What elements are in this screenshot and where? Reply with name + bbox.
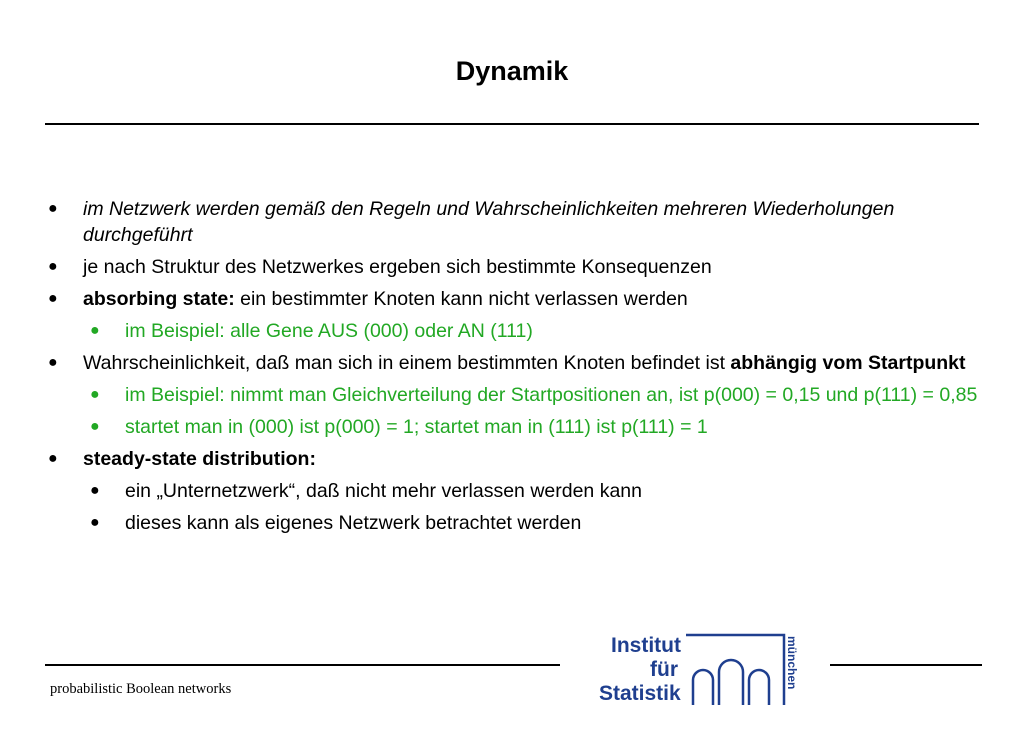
bullet-item	[45, 350, 980, 376]
institute-logo	[596, 630, 806, 710]
bullet-text: startet man in (000) ist p(000) = 1; startet man in (111) ist p(111) = 1	[125, 416, 708, 438]
footer-divider-right	[830, 664, 982, 666]
bullet-text: ein „Unternetzwerk“, daß nicht mehr verlassen werden kann	[125, 480, 642, 502]
title-divider	[45, 123, 979, 125]
bullet-text: dieses kann als eigenes Netzwerk betrachtet werden	[125, 512, 582, 534]
sub-bullet-item	[87, 318, 980, 344]
bullet-item	[45, 196, 980, 248]
bullet-text: im Beispiel: nimmt man Gleichverteilung der Startpositionen an, ist p(000) = 0,15 und p(111) = 0,85	[125, 384, 978, 406]
bullet-item	[45, 446, 980, 472]
bullet-bold-text: absorbing state:	[83, 288, 235, 310]
bullet-text: je nach Struktur des Netzwerkes ergeben sich bestimmte Konsequenzen	[83, 256, 712, 278]
sub-bullet-item	[87, 382, 980, 408]
bullet-dot-icon: ●	[48, 200, 58, 217]
bullet-item	[45, 286, 980, 312]
logo-line-2: für	[650, 658, 678, 681]
bullet-text: Wahrscheinlichkeit, daß man sich in einem bestimmten Knoten befindet ist	[83, 352, 731, 374]
sub-bullet-item	[87, 478, 980, 504]
slide-title: Dynamik	[455, 56, 569, 86]
bullet-dot-icon: ●	[48, 258, 58, 275]
bullet-bold-text: abhängig vom Startpunkt	[730, 352, 966, 374]
bullet-dot-icon: ●	[48, 450, 58, 467]
bullet-dot-icon: ●	[90, 322, 100, 339]
logo-city: münchen	[785, 636, 799, 690]
footer-divider-left	[45, 664, 560, 666]
sub-bullet-item	[87, 510, 980, 536]
logo-line-3: Statistik	[599, 682, 681, 705]
bullet-dot-icon: ●	[48, 290, 58, 307]
bullet-text: im Netzwerk werden gemäß den Regeln und Wahrscheinlichkeiten mehreren Wiederholungen durchgeführt	[83, 198, 895, 246]
bullet-dot-icon: ●	[48, 354, 58, 371]
bullet-dot-icon: ●	[90, 386, 100, 403]
logo-line-1: Institut	[611, 634, 681, 657]
bullet-text: ein bestimmter Knoten kann nicht verlassen werden	[234, 288, 688, 310]
bullet-item	[45, 254, 980, 280]
bullet-dot-icon: ●	[90, 482, 100, 499]
bullet-dot-icon: ●	[90, 514, 100, 531]
sub-bullet-item	[87, 414, 980, 440]
bullet-bold-text: steady-state distribution:	[83, 448, 316, 470]
bullet-list	[45, 196, 980, 542]
bullet-dot-icon: ●	[90, 418, 100, 435]
bullet-text: im Beispiel: alle Gene AUS (000) oder AN (111)	[125, 320, 533, 342]
footer-text: probabilistic Boolean networks	[50, 681, 232, 697]
arch-icon	[686, 635, 784, 705]
